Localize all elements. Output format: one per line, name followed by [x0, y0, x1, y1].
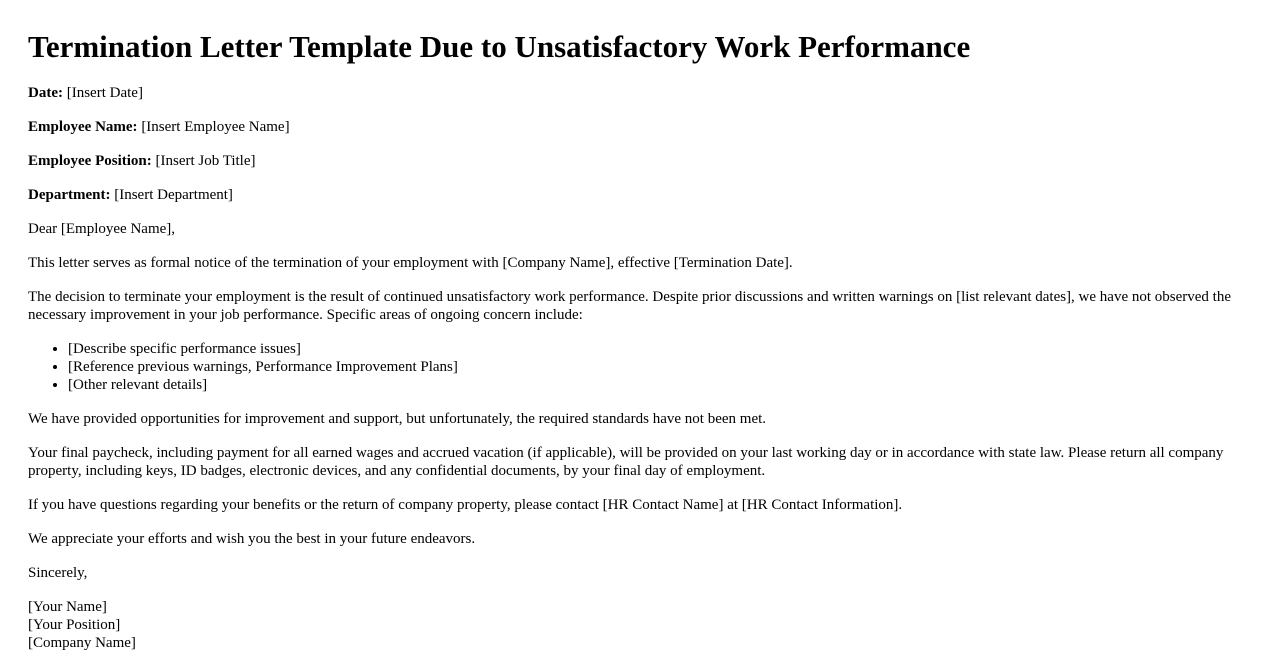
salutation: Dear [Employee Name], [28, 221, 176, 237]
list-item: • [Describe specific performance issues] [68, 340, 1250, 358]
date-field [28, 84, 1250, 102]
field-value: [Insert Job Title] [155, 153, 256, 169]
field-label: Department: [28, 187, 111, 203]
signature-position: [Your Position] [28, 617, 121, 633]
employee-name-field [28, 118, 1250, 136]
signature-block [28, 598, 1250, 650]
support-paragraph: We have provided opportunities for improvement and support, but unfortunately, the required standards have not been met. [28, 411, 767, 427]
paycheck-paragraph: Your final paycheck, including payment for all earned wages and accrued vacation (if applicable), will be provided on your last working day or in accordance with state law. Please return all company property, including keys, ID badges, electronic devices, and any confidential documents, by your final day of employment. [28, 445, 1224, 479]
field-label: Date: [28, 85, 63, 101]
field-label: Employee Position: [28, 153, 152, 169]
list-item: • [Other relevant details] [68, 376, 1250, 394]
concerns-list [28, 340, 1250, 394]
field-value: [Insert Employee Name] [141, 119, 290, 135]
signature-company: [Company Name] [28, 635, 136, 650]
contact-paragraph: If you have questions regarding your benefits or the return of company property, please contact [HR Contact Name] at [HR Contact Information]. [28, 497, 903, 513]
field-value: [Insert Date] [66, 85, 143, 101]
field-value: [Insert Department] [114, 187, 233, 203]
closing-wish-paragraph: We appreciate your efforts and wish you the best in your future endeavors. [28, 531, 476, 547]
decision-paragraph: The decision to terminate your employment is the result of continued unsatisfactory work performance. Despite prior discussions and written warnings on [list relevant dates], we have not observed the necessary improvement in your job performance. Specific areas of ongoing concern include: [28, 289, 1232, 323]
signature-name: [Your Name] [28, 599, 107, 615]
field-label: Employee Name: [28, 119, 138, 135]
document-title: Termination Letter Template Due to Unsatisfactory Work Performance [28, 29, 971, 64]
department-field [28, 186, 1250, 204]
sign-off: Sincerely, [28, 565, 88, 581]
intro-paragraph: This letter serves as formal notice of the termination of your employment with [Company Name], effective [Termination Date]. [28, 255, 793, 271]
list-item: • [Reference previous warnings, Performance Improvement Plans] [68, 358, 1250, 376]
employee-position-field [28, 152, 1250, 170]
